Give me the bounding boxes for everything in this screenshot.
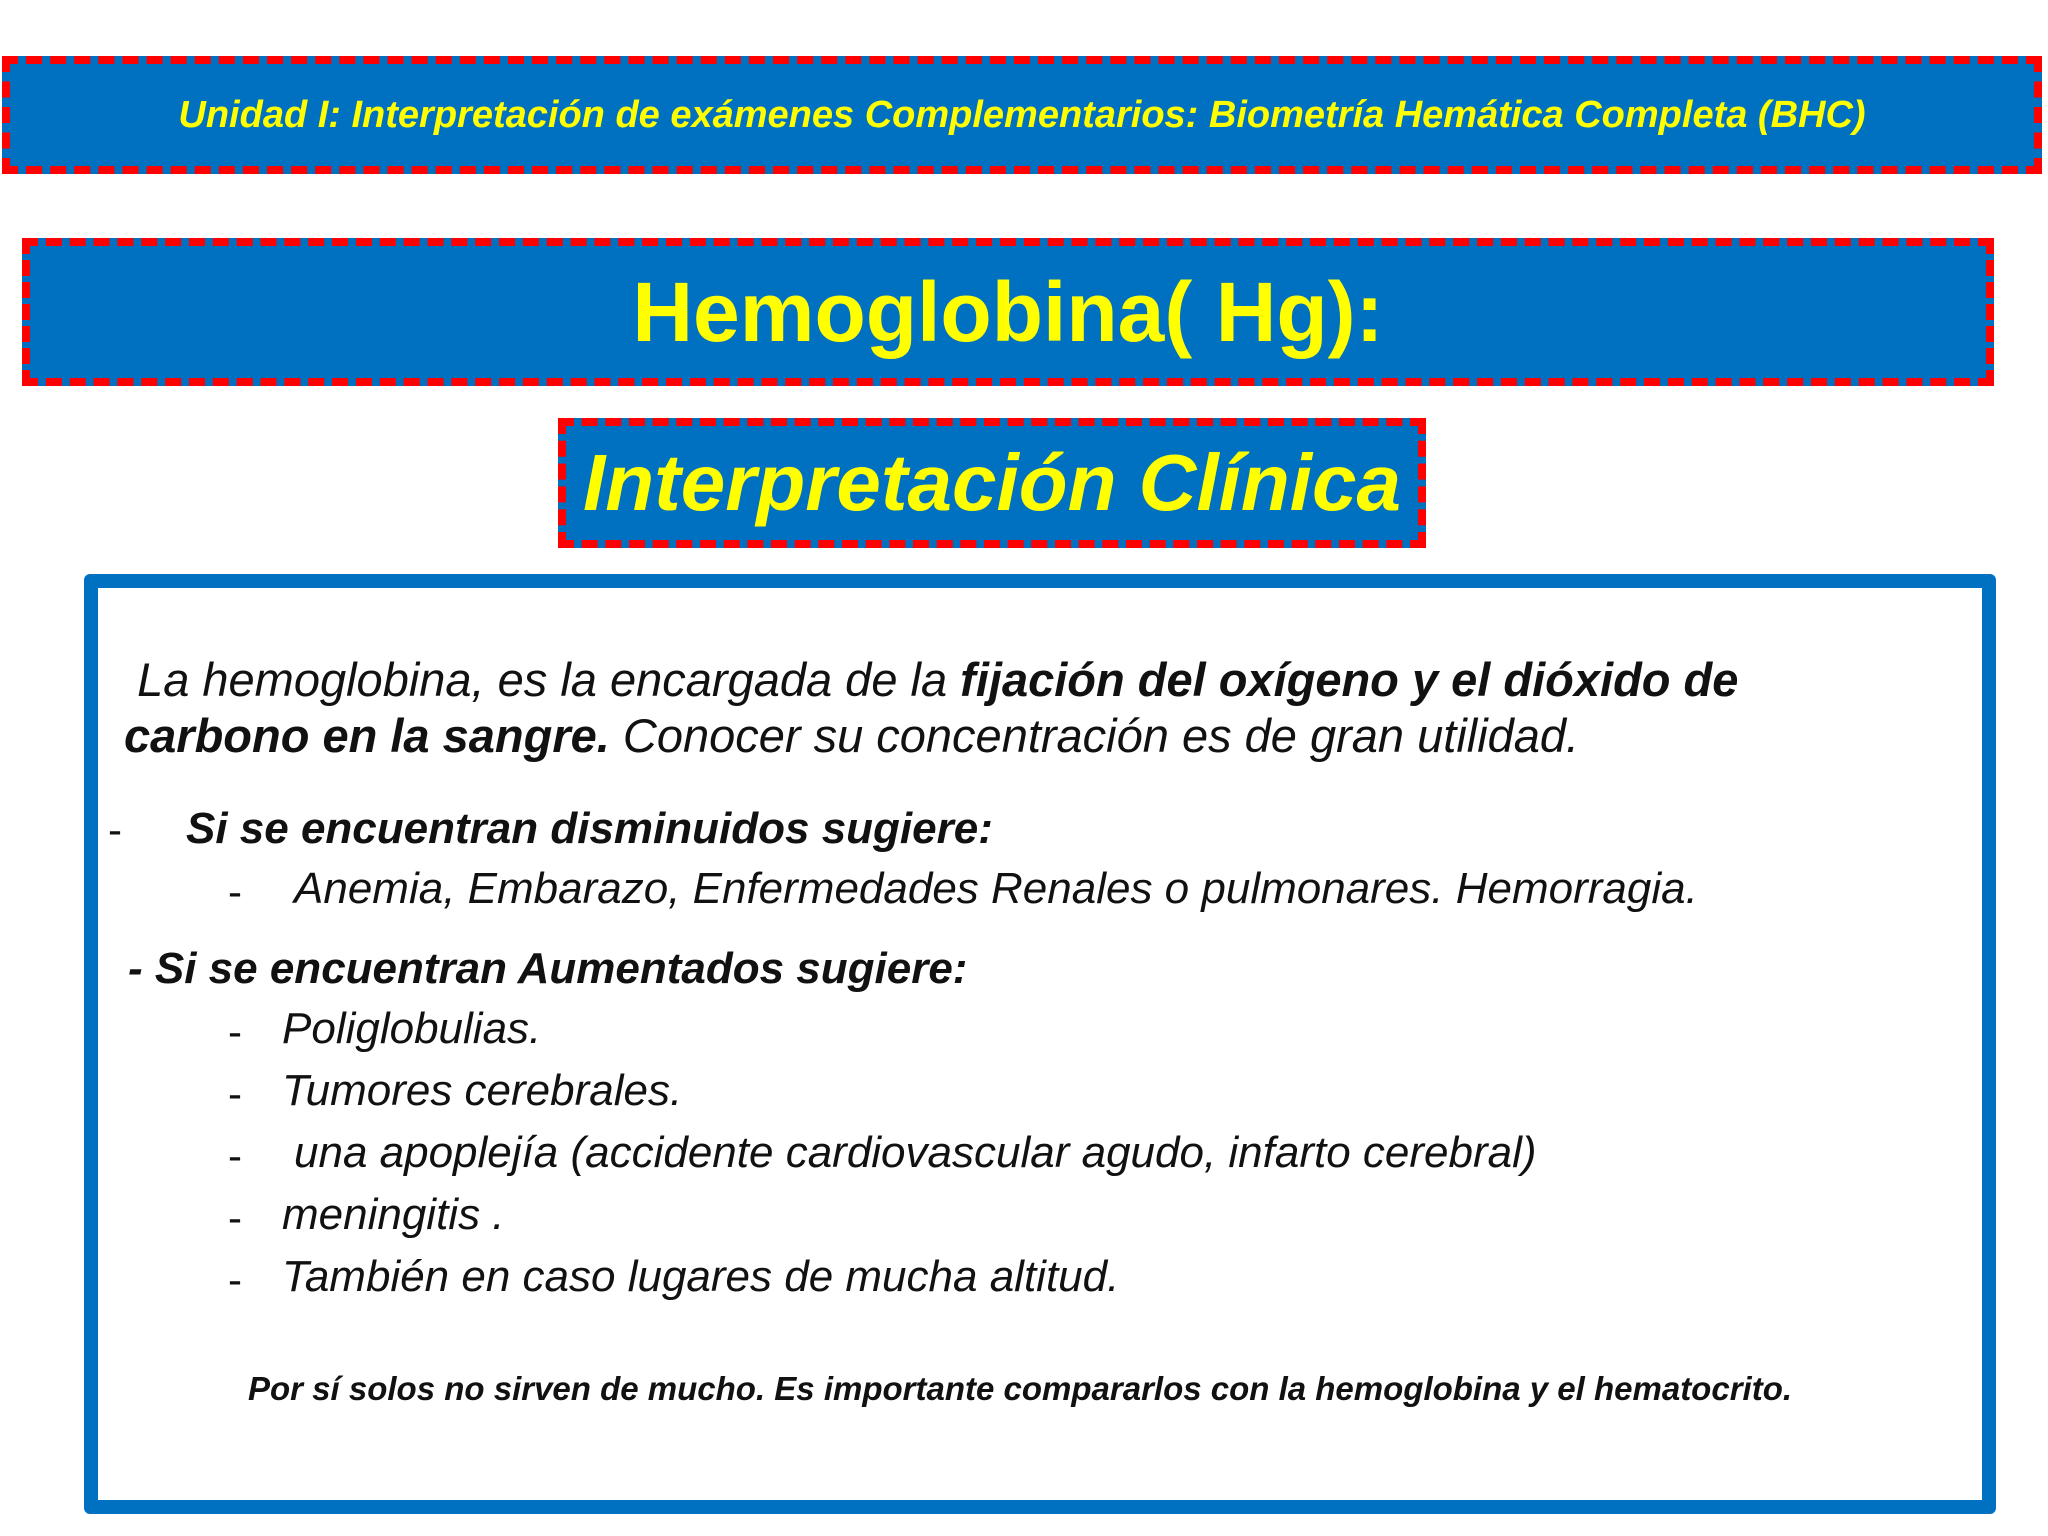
unit-banner [2, 56, 2042, 174]
intro-line-2 [124, 708, 1738, 764]
page-title: Hemoglobina( Hg): [632, 264, 1384, 359]
increased-item: Tumores cerebrales. [282, 1066, 683, 1115]
intro-bold-2: carbono en la sangre. [124, 709, 610, 762]
title-banner [22, 238, 1994, 386]
decreased-heading: Si se encuentran disminuidos sugiere: [186, 804, 993, 853]
increased-heading: - Si se encuentran Aumentados sugiere: [128, 944, 968, 993]
subtitle-banner [558, 418, 1426, 548]
bullet-dash: - [228, 868, 242, 915]
content-panel [84, 574, 1996, 1514]
increased-item: También en caso lugares de mucha altitud. [282, 1252, 1120, 1301]
intro-paragraph [124, 652, 1738, 764]
intro-line-1 [124, 652, 1738, 708]
footer-note: Por sí solos no sirven de mucho. Es importante compararlos con la hemoglobina y el hematocrito. [248, 1370, 1793, 1407]
intro-bold-1: fijación del oxígeno y el dióxido de [960, 653, 1739, 706]
increased-item: Poliglobulias. [282, 1004, 542, 1053]
page-subtitle: Interpretación Clínica [583, 438, 1401, 527]
increased-item: una apoplejía (accidente cardiovascular agudo, infarto cerebral) [294, 1128, 1537, 1177]
bullet-dash: - [228, 1132, 242, 1179]
intro-text-1: La hemoglobina, es la encargada de la [137, 653, 961, 706]
increased-item: meningitis . [282, 1190, 505, 1239]
decreased-item: Anemia, Embarazo, Enfermedades Renales o pulmonares. Hemorragia. [294, 864, 1698, 913]
bullet-dash: - [228, 1256, 242, 1303]
intro-text-2: Conocer su concentración es de gran utilidad. [609, 709, 1580, 762]
bullet-dash: - [108, 806, 122, 853]
unit-title: Unidad I: Interpretación de exámenes Complementarios: Biometría Hemática Completa (BHC) [178, 93, 1866, 136]
bullet-dash: - [228, 1070, 242, 1117]
bullet-dash: - [228, 1008, 242, 1055]
bullet-dash: - [228, 1194, 242, 1241]
